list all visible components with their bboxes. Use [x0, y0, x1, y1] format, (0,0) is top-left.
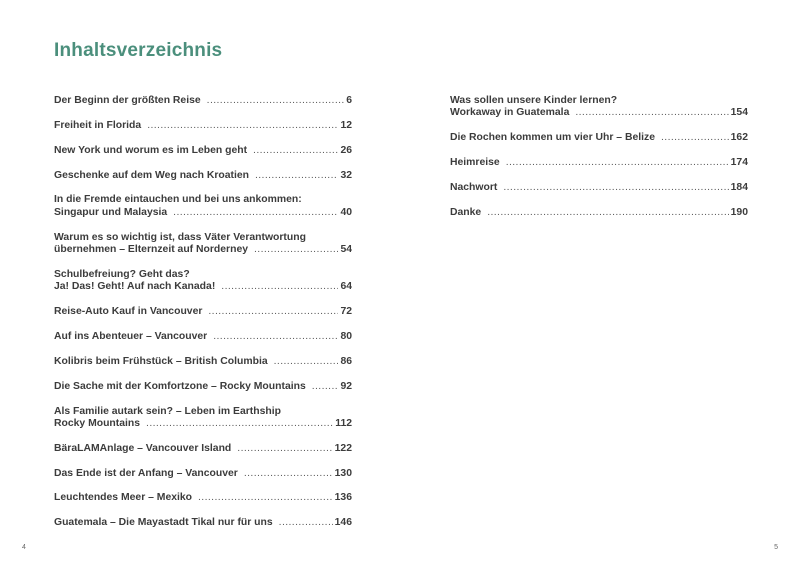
- toc-entry-title: Reise-Auto Kauf in Vancouver: [54, 306, 203, 318]
- toc-entry-page: 190: [730, 206, 748, 218]
- toc-entry-title: Geschenke auf dem Weg nach Kroatien: [54, 169, 249, 181]
- toc-entry-page: 112: [335, 417, 352, 429]
- leader-dots: [173, 207, 338, 219]
- toc-entry-page: 12: [340, 119, 352, 131]
- toc-entry-title: Ja! Das! Geht! Auf nach Kanada!: [54, 281, 216, 293]
- toc-entry-page: 122: [334, 442, 352, 454]
- toc-entry-title: Als Familie autark sein? – Leben im Earthship: [54, 405, 281, 417]
- leader-dots: [255, 170, 338, 182]
- toc-entry-page: 64: [340, 281, 352, 293]
- toc-right-column: [450, 95, 748, 232]
- toc-entry-title: Das Ende ist der Anfang – Vancouver: [54, 467, 238, 479]
- toc-entry-title: Die Sache mit der Komfortzone – Rocky Mountains: [54, 380, 306, 392]
- toc-entry-title: BäraLAMAnlage – Vancouver Island: [54, 442, 232, 454]
- leader-dots: [487, 207, 728, 219]
- toc-entry-title: Schulbefreiung? Geht das?: [54, 268, 190, 280]
- toc-entry-title: Guatemala – Die Mayastadt Tikal nur für uns: [54, 517, 273, 529]
- toc-entry: [54, 331, 352, 343]
- toc-entry: [54, 170, 352, 182]
- leader-dots: [198, 492, 333, 504]
- right-page: [400, 0, 800, 568]
- page-number-right: 5: [774, 544, 778, 551]
- leader-dots: [274, 356, 339, 368]
- toc-entry-title: Warum es so wichtig ist, dass Väter Verantwortung: [54, 231, 306, 243]
- toc-entry-title: In die Fremde eintauchen und bei uns ankommen:: [54, 194, 302, 206]
- toc-entry-page: 162: [730, 132, 748, 144]
- toc-entry-page: 146: [334, 517, 352, 529]
- toc-entry: [450, 132, 748, 144]
- leader-dots: [213, 331, 338, 343]
- toc-entry-title: New York und worum es im Leben geht: [54, 144, 248, 156]
- toc-entry-page: 54: [340, 244, 352, 256]
- toc-entry: [54, 381, 352, 393]
- toc-entry: [54, 232, 352, 257]
- toc-entry-title: Leuchtendes Meer – Mexiko: [54, 492, 193, 504]
- leader-dots: [244, 468, 333, 480]
- toc-entry-page: 80: [340, 330, 352, 342]
- toc-entry-title: Kolibris beim Frühstück – British Columbia: [54, 355, 268, 367]
- toc-entry-page: 136: [334, 492, 352, 504]
- toc-entry: [450, 182, 748, 194]
- toc-entry-page: 26: [340, 144, 352, 156]
- toc-entry: [54, 468, 352, 480]
- leader-dots: [503, 182, 728, 194]
- toc-entry: [450, 207, 748, 219]
- toc-entry-title: übernehmen – Elternzeit auf Norderney: [54, 244, 249, 256]
- toc-left-column: [54, 95, 352, 542]
- toc-entry-title: Singapur und Malaysia: [54, 206, 168, 218]
- toc-entry-page: 174: [730, 157, 748, 169]
- leader-dots: [253, 145, 338, 157]
- leader-dots: [207, 95, 345, 107]
- toc-entry-page: 32: [340, 169, 352, 181]
- toc-entry: [54, 443, 352, 455]
- toc-entry-page: 154: [730, 107, 748, 119]
- toc-entry-title: Nachwort: [450, 181, 498, 193]
- leader-dots: [146, 418, 333, 430]
- toc-entry-page: 86: [340, 355, 352, 367]
- toc-entry: [450, 95, 748, 120]
- toc-entry: [54, 145, 352, 157]
- leader-dots: [661, 132, 729, 144]
- toc-entry-page: 130: [334, 467, 352, 479]
- page-title: Inhaltsverzeichnis: [54, 40, 223, 61]
- toc-entry: [450, 157, 748, 169]
- toc-entry: [54, 95, 352, 107]
- page-number-left: 4: [22, 544, 26, 551]
- toc-entry-title: Workaway in Guatemala: [450, 107, 570, 119]
- toc-entry-page: 184: [730, 181, 748, 193]
- toc-entry-title: Heimreise: [450, 157, 500, 169]
- leader-dots: [506, 157, 729, 169]
- leader-dots: [312, 381, 339, 393]
- toc-entry-page: 40: [340, 206, 352, 218]
- leader-dots: [575, 107, 728, 119]
- toc-entry-title: Die Rochen kommen um vier Uhr – Belize: [450, 132, 655, 144]
- toc-entry-page: 92: [340, 380, 352, 392]
- leader-dots: [279, 517, 333, 529]
- toc-entry-title: Der Beginn der größten Reise: [54, 95, 201, 106]
- toc-entry: [54, 194, 352, 219]
- toc-entry: [54, 517, 352, 529]
- leader-dots: [237, 443, 332, 455]
- toc-entry-title: Auf ins Abenteuer – Vancouver: [54, 330, 208, 342]
- toc-entry-page: 6: [346, 95, 352, 106]
- toc-entry: [54, 269, 352, 294]
- toc-entry: [54, 406, 352, 431]
- toc-entry-page: 72: [340, 306, 352, 318]
- leader-dots: [147, 120, 338, 132]
- toc-entry: [54, 120, 352, 132]
- leader-dots: [254, 244, 338, 256]
- toc-entry-title: Danke: [450, 206, 482, 218]
- toc-entry-title: Freiheit in Florida: [54, 119, 142, 131]
- leader-dots: [208, 306, 338, 318]
- toc-entry: [54, 492, 352, 504]
- toc-entry-title: Rocky Mountains: [54, 417, 141, 429]
- leader-dots: [221, 281, 338, 293]
- toc-entry: [54, 356, 352, 368]
- toc-entry: [54, 306, 352, 318]
- toc-entry-title: Was sollen unsere Kinder lernen?: [450, 95, 618, 106]
